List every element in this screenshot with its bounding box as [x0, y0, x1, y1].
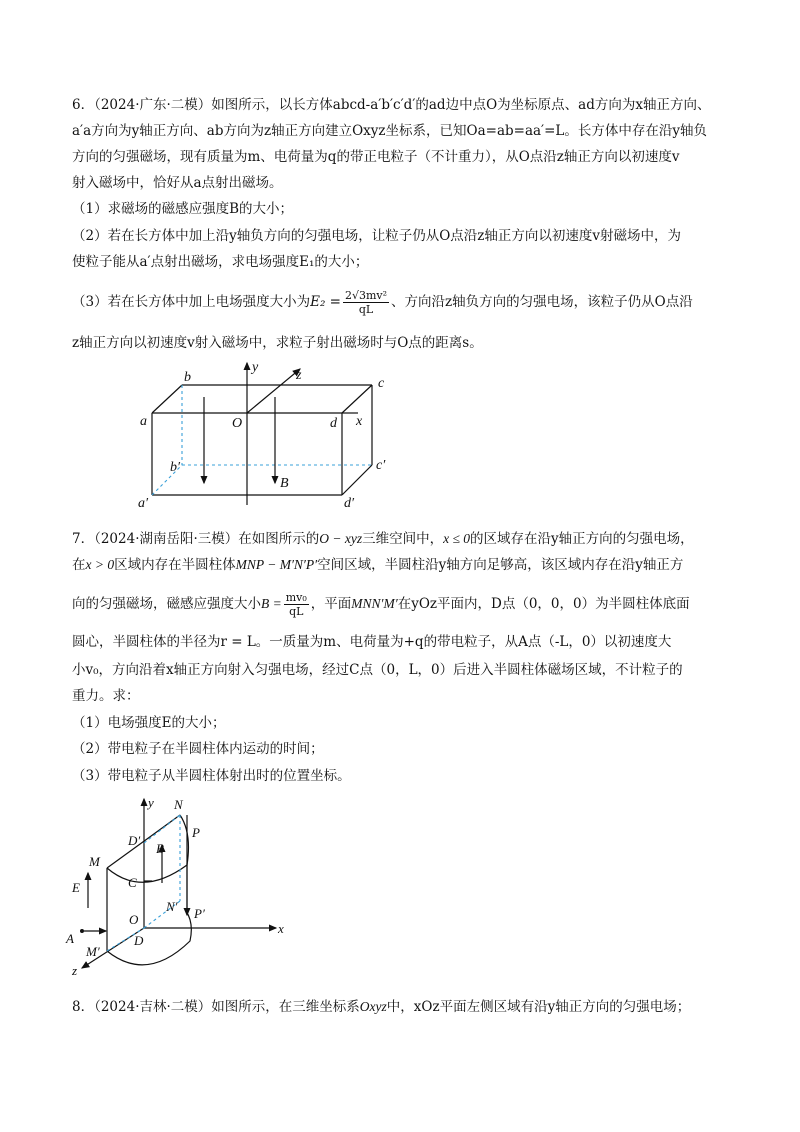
- label-d-prime: d′: [344, 496, 355, 511]
- q7-line-6: 重力。求：: [72, 688, 140, 704]
- q8-line-1-pre: 8．（2024·吉林·二模）如图所示，在三维坐标系: [72, 999, 360, 1015]
- label-c-prime: c′: [376, 458, 386, 473]
- label-a: A: [66, 931, 74, 946]
- label-d-prime: D′: [128, 833, 141, 848]
- label-c: c: [378, 376, 385, 391]
- label-a: a: [140, 414, 147, 429]
- z-axis: [247, 369, 300, 413]
- label-origin: O: [232, 416, 243, 431]
- q7-line-2-pre: 在: [72, 557, 86, 573]
- q7-part-2: （2）带电粒子在半圆柱体内运动的时间；: [72, 741, 324, 757]
- q7-condition-left: x ≤ 0: [443, 531, 471, 546]
- q7-part-1: （1）电场强度E的大小；: [72, 715, 226, 731]
- q7-condition-right: x > 0: [85, 557, 115, 572]
- q7-part-3: （3）带电粒子从半圆柱体射出时的位置坐标。: [72, 768, 351, 784]
- q7-line-5: 小v₀，方向沿着x轴正方向射入匀强电场，经过C点（0，L，0）后进入半圆柱体磁场区域，不计粒子的: [72, 662, 683, 678]
- label-z: z: [296, 368, 302, 383]
- q6-part-2b: 使粒子能从a′点射出磁场，求电场强度E₁的大小；: [72, 254, 369, 270]
- label-n-prime: N′: [166, 899, 178, 914]
- q7-line-2-mid: 区域内存在半圆柱体: [114, 557, 236, 573]
- q7-line-1-post: 的区域存在沿y轴正方向的匀强电场，: [470, 531, 694, 547]
- q7-plane-symbol: MNN′M′: [351, 596, 398, 611]
- q7-line-3-post: 在yOz平面内，D点（0，0，0）为半圆柱体底面: [397, 596, 690, 612]
- q6-part-1: （1）求磁场的磁感应强度B的大小；: [72, 201, 294, 217]
- point-a: [80, 929, 84, 933]
- label-b-field: B: [156, 841, 164, 856]
- q7-line-4: 圆心，半圆柱体的半径为r = L。一质量为m、电荷量为+q的带电粒子，从A点（-L，0）以初速度大: [72, 634, 672, 650]
- label-m-prime: M′: [86, 944, 100, 959]
- q6-line-4: 射入磁场中，恰好从a点射出磁场。: [72, 175, 283, 191]
- label-a-prime: a′: [138, 496, 149, 511]
- label-p-prime: P′: [194, 906, 205, 921]
- q7-line-3-pre: 向的匀强磁场，磁感应强度大小: [72, 596, 261, 612]
- q6-part-3a-post: 、方向沿z轴负方向的匀强电场，该粒子仍从O点沿: [391, 294, 693, 310]
- q8-coordinate-symbol: Oxyz: [359, 999, 387, 1014]
- q6-e2-numerator: 2√3mv²: [344, 289, 388, 302]
- edge-ab: [152, 385, 182, 413]
- hidden-edge-d2n: [144, 815, 180, 843]
- q7-line-3-mid: ，平面: [310, 596, 352, 612]
- edge-d2c2: [342, 465, 372, 495]
- q7-line-2: [72, 556, 683, 574]
- q7-b-denominator: qL: [289, 605, 304, 618]
- label-origin: O: [129, 912, 139, 927]
- q8-line-1-post: 中，xOz平面左侧区域有沿y轴正方向的匀强电场；: [386, 999, 691, 1015]
- label-b: b: [184, 370, 191, 385]
- label-m: M: [89, 854, 100, 869]
- q6-part-2a: （2）若在长方体中加上沿y轴负方向的匀强电场，让粒子仍从O点沿z轴正方向以初速度v射磁场中，为: [72, 228, 682, 244]
- q6-e2-label: E₂ =: [310, 294, 341, 310]
- q8-line-1: [72, 998, 690, 1016]
- q6-e2-denominator: qL: [358, 303, 374, 316]
- bottom-semicircle-arc: [107, 911, 191, 965]
- q7-space-symbol: O − xyz: [319, 531, 363, 546]
- q6-part-3a: [72, 289, 693, 316]
- q7-line-1-pre: 7．（2024·湖南岳阳·三模）在如图所示的: [72, 531, 320, 547]
- label-y: y: [252, 360, 259, 375]
- q7-line-3: [72, 591, 690, 618]
- q7-line-2-post: 空间区域，半圆柱沿y轴方向足够高，该区域内存在沿y轴正方: [317, 557, 684, 573]
- label-x: x: [278, 921, 284, 936]
- figure-rectangular-box: [120, 355, 400, 515]
- label-b-prime: b′: [170, 460, 181, 475]
- label-x: x: [356, 414, 363, 429]
- edge-dc: [342, 385, 372, 413]
- q6-e2-fraction: [343, 289, 389, 316]
- q6-part-3a-pre: （3）若在长方体中加上电场强度大小为: [72, 294, 311, 310]
- label-n: N: [174, 797, 183, 812]
- label-d: D: [134, 933, 144, 948]
- label-c: C: [128, 875, 137, 890]
- q6-line-2: a′a方向为y轴正方向、ab方向为z轴正方向建立Oxyz坐标系，已知Oa=ab=aa′=L。长方体中存在沿y轴负: [72, 123, 708, 139]
- q7-b-fraction: [284, 591, 309, 618]
- q6-part-3b: z轴正方向以初速度v射入磁场中，求粒子射出磁场时与O点的距离s。: [72, 335, 483, 351]
- top-semicircle-arc: [107, 815, 188, 882]
- q6-line-3: 方向的匀强磁场，现有质量为m、电荷量为q的带正电粒子（不计重力），从O点沿z轴正方向以初速度v: [72, 149, 680, 165]
- label-z: z: [72, 963, 78, 978]
- label-d: d: [330, 416, 337, 431]
- figure-semicylinder: [62, 793, 292, 978]
- label-y: y: [148, 795, 154, 810]
- q7-line-1: [72, 530, 694, 548]
- label-b-field: B: [280, 476, 289, 491]
- q7-b-numerator: mv₀: [285, 591, 307, 604]
- q7-semicylinder-symbol: MNP − M′N′P′: [235, 557, 318, 572]
- q6-line-1: 6．（2024·广东·二模）如图所示，以长方体abcd-a′b′c′d′的ad边中点O为坐标原点、ad方向为x轴正方向、: [72, 97, 711, 113]
- label-p: P: [192, 825, 200, 840]
- q7-b-label: B =: [261, 596, 282, 611]
- label-e-field: E: [72, 880, 80, 895]
- q7-line-1-mid: 三维空间中，: [362, 531, 444, 547]
